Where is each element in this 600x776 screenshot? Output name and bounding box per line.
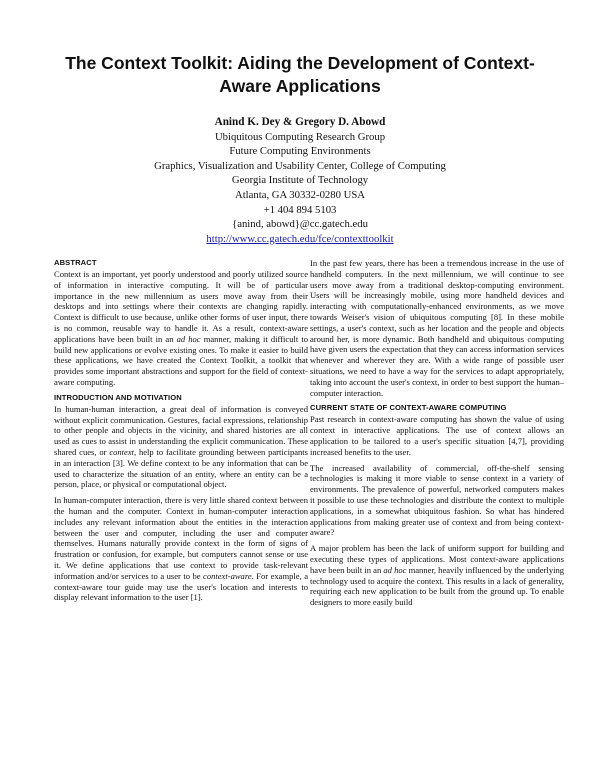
author-names: Anind K. Dey & Gregory D. Abowd: [214, 116, 386, 128]
current-state-paragraph-1: Past research in context-aware computing has shown the value of using context in interactive applications. The use of context allows an application to be tailored to a user's specific situation [4,7], providing increased benefits to the user.: [310, 414, 564, 457]
affiliation-line: Atlanta, GA 30332-0280 USA: [234, 188, 366, 201]
phone-line: +1 404 894 5103: [263, 203, 337, 216]
affiliation-line: Georgia Institute of Technology: [231, 174, 369, 187]
intro-heading: INTRODUCTION AND MOTIVATION: [54, 392, 182, 402]
author-block: [40, 115, 560, 246]
intro-paragraph-1: In human-human interaction, a great deal of information is conveyed without explicit communication. Gestures, facial expressions, relationship to other people and objects in the vicinity, and shared histories are all used as cues to assist in understanding the explicit communication. These shared cues, or context, help to facilitate grounding between participants in an interaction [3]. We define context to be any information that can be used to characterize the situation of an entity, where an entity can be a person, place, or physical or computational object.: [54, 403, 308, 490]
affiliation-line: Graphics, Visualization and Usability Center, College of Computing: [154, 159, 446, 172]
paper-title: The Context Toolkit: Aiding the Development of Context-Aware Applications: [65, 53, 535, 96]
affiliation-line: Future Computing Environments: [229, 145, 371, 158]
current-state-paragraph-2: The increased availability of commercial, off-the-shelf sensing technologies is making it more viable to sense context in a variety of environments. The prevalence of powerful, networked computers makes it possible to use these technologies and distribute the context to multiple applications, in a somewhat ubiquitous fashion. So what has hindered applications from making greater use of context and from being context-aware?: [310, 462, 564, 538]
email-line: {anind, abowd}@cc.gatech.edu: [232, 218, 368, 231]
affiliation-line: Ubiquitous Computing Research Group: [214, 130, 386, 143]
abstract-paragraph: Context is an important, yet poorly understood and poorly utilized source of information in interactive computing. It will be of particular importance in the new millennium as users move away from their desktops and into settings where their contexts are changing rapidly. Context is difficult to use because, unlike other forms of user input, there is no common, reusable way to handle it. As a result, context-aware applications have been built in an ad hoc manner, making it difficult to build new applications or evolve existing ones. To make it easier to build these applications, we have created the Context Toolkit, a toolkit that provides some important abstractions and support for the field of context-aware computing.: [54, 269, 308, 387]
current-state-paragraph-3: A major problem has been the lack of uniform support for building and executing these types of applications. Most context-aware applications have been built in an ad hoc manner, heavily influenced by the underlying technology used to acquire the context. This results in a lack of generality, requiring each new application to be built from the ground up. To enable designers to more easily build: [310, 543, 565, 608]
current-state-heading: CURRENT STATE OF CONTEXT-AWARE COMPUTING: [310, 403, 507, 413]
abstract-heading: ABSTRACT: [54, 258, 97, 267]
right-column: [310, 258, 564, 613]
intro-paragraph-2: In human-computer interaction, there is very little shared context between the human and the computer. Context in human-computer interaction includes any relevant information about the entities in the interaction between the user and computer, including the user and computer themselves. Humans naturally provide context in the form of signs of frustration or confusion, for example, but computers cannot sense or use it. We define applications that use context to provide task-relevant information and/or services to a user to be context-aware. For example, a context-aware tour guide may use the user's location and interests to display relevant information to the user [1].: [54, 495, 308, 603]
handheld-paragraph: In the past few years, there has been a tremendous increase in the use of handheld computers. In the next millennium, we will continue to see users move away from a traditional desktop-computing environment. Users will be increasingly mobile, using more handheld devices and interacting with computationally-enhanced environments, as we move towards Weiser's vision of ubiquitous computing [8]. In these mobile settings, a user's context, such as her location and the people and objects around her, is more dynamic. Both handheld and ubiquitous computing have given users the expectation that they can access information services whenever and wherever they are. With a wide range of possible user situations, we need to have a way for the services to adapt appropriately, taking into account the user's context, in order to best support the human–computer interaction.: [310, 258, 564, 398]
left-column: [54, 258, 308, 608]
project-url-link[interactable]: http://www.cc.gatech.edu/fce/contexttoolkit: [206, 232, 394, 245]
